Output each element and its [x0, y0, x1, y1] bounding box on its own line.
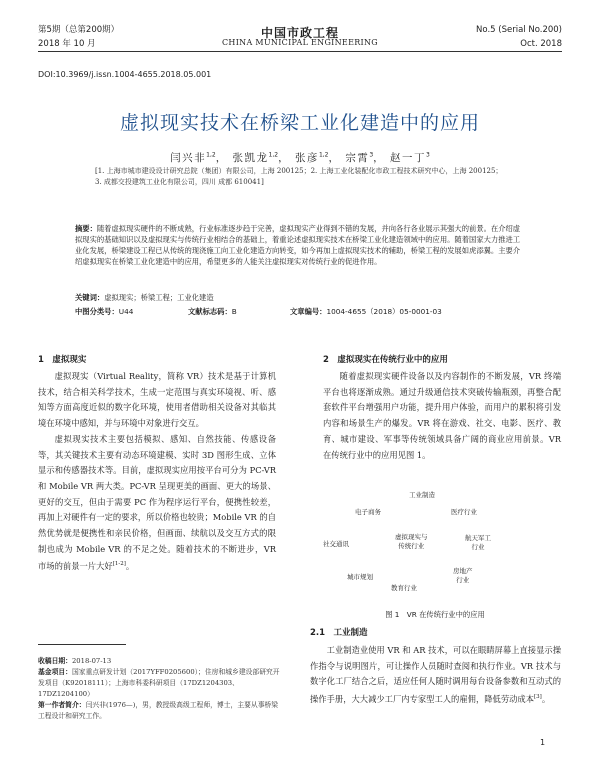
issue-en: No.5 (Serial No.200) — [476, 25, 562, 35]
right-column-bottom — [310, 626, 561, 708]
abstract-label: 摘要： — [75, 224, 97, 233]
node-industry: 工业制造 — [409, 491, 435, 499]
node-ecommerce: 电子商务 — [355, 508, 381, 516]
affiliations: [1. 上海市城市建设设计研究总院（集团）有限公司，上海 200125；2. 上海工业化装配化市政工程技术研究中心，上海 200125；3. 成都交投建筑工业化有限公司，四川 成都 610041] — [95, 167, 503, 186]
author-name: 宗霄 — [345, 152, 370, 164]
section-1-heading: 1 虚拟现实 — [38, 355, 87, 365]
node-social: 社交通讯 — [323, 540, 349, 548]
clc-value: U44 — [118, 307, 134, 316]
doi: DOI:10.3969/j.issn.1004-4655.2018.05.001 — [38, 70, 212, 79]
footnotes — [38, 656, 283, 722]
journal-name-en: CHINA MUNICIPAL ENGINEERING — [222, 38, 378, 47]
section-2-heading: 2 虚拟现实在传统行业中的应用 — [323, 355, 448, 365]
keywords-text: 虚拟现实；桥梁工程；工业化建造 — [104, 293, 214, 302]
author-name: 张凯龙 — [232, 152, 269, 164]
author-sup: 3 — [369, 151, 374, 159]
journal-name-cn: 中国市政工程 — [260, 26, 339, 40]
section-2-paragraph-1: 随着虚拟现实硬件设备以及内容制作的不断发展，VR 终端平台也将逐渐成熟。通过升级通信技术突破传输瓶颈，再整合配套软件平台增强用户功能，提升用户体验，而用户的累积将引发内容和场景生产的爆发。VR 将在游戏、社交、电影、医疗、教育、城市建设、军事等传统领域具备广阔的商业应用前景。VR 在传统行业中的应用见图 1。 — [323, 371, 561, 460]
article-value: 1004-4655（2018）05-0001-03 — [326, 307, 442, 316]
doc-label: 文献标志码： — [188, 307, 232, 316]
node-military: 航天军工 行业 — [465, 534, 491, 551]
date-cn: 2018 年 10 月 — [38, 39, 96, 49]
author-sup: 1,2 — [318, 151, 329, 159]
author-name: 张彦 — [294, 152, 319, 164]
node-center: 虚拟现实与 传统行业 — [395, 533, 428, 550]
date-en: Oct. 2018 — [520, 39, 562, 49]
node-realestate: 房地产 行业 — [453, 567, 473, 584]
article-label: 文章编号： — [290, 307, 327, 316]
abstract-text: 随着虚拟现实硬件的不断成熟，行业标准逐步趋于完善，虚拟现实产业得到不错的发展，并向各行各业展示其强大的前景。在介绍虚拟现实的基础知识以及虚拟现实与传统行业相结合的基础上，着重论述虚拟现实技术在桥梁工业化建造领域中的应用。随着国家大力推进工业化发展，桥梁建设工程已从传统的现浇施工向工业化建造方向转变，如今再加上虚拟现实技术的辅助，桥梁工程的发展如虎添翼。主要介绍虚拟现实在桥梁工业化建造中的应用，希望更多的人能关注虚拟现实对传统行业的促进作用。 — [75, 224, 521, 266]
left-column — [38, 353, 276, 575]
author-name: 闫兴非 — [170, 152, 207, 164]
author-sup: 1,2 — [268, 151, 279, 159]
header-rule — [38, 51, 562, 52]
figure-1-caption: 图 1 VR 在传统行业中的应用 — [385, 610, 485, 619]
author-sup: 3 — [426, 151, 430, 159]
node-education: 教育行业 — [391, 584, 417, 592]
section-1-paragraph-2: 虚拟现实技术主要包括模拟、感知、自然技能、传感设备等，其关键技术主要有动态环境建模、实时 3D 图形生成、立体显示和传感器技术等。目前，虚拟现实应用按平台可分为 PC-VR 和 Mobile VR 两大类。PC-VR 呈现更美的画面、更大的场景、更好的交互，但由于需要 PC 作为程序运行平台，便携性较差，再加上对硬件有一定的要求，所以价格也较贵；Mobile VR 的自然优势就是便携性和亲民价格，但画面、续航以及交互方式的限制也成为 Mobile VR 的不足之处。随着技术的不断进步，VR 市场的前景一片大好[1-2]。 — [38, 433, 276, 572]
issue-cn: 第5期（总第200期） — [38, 25, 120, 35]
right-column-top — [323, 353, 561, 463]
received-date: 收稿日期：2018-07-13 — [38, 657, 112, 665]
article-number — [290, 307, 442, 317]
keywords-label: 关键词： — [75, 293, 105, 302]
article-title: 虚拟现实技术在桥梁工业化建造中的应用 — [119, 112, 480, 134]
citation: [3] — [534, 694, 542, 701]
author-name: 赵一丁 — [390, 152, 426, 164]
footnote-rule — [38, 644, 126, 645]
citation: [1-2] — [112, 561, 126, 568]
node-medical: 医疗行业 — [451, 508, 477, 516]
author-bio: 第一作者简介：闫兴非(1976—)，男，教授级高级工程师，博士，主要从事桥梁工程设计和研究工作。 — [38, 701, 279, 720]
author-list: 闫兴非$^{1,2}$， 张凯龙$^{1,2}$， 张彦$^{1,2}$， 宗霄$^3$， 赵一丁$^3$ — [170, 151, 430, 164]
clc-number — [75, 307, 133, 317]
figure-1 — [323, 487, 561, 605]
node-urban: 城市规划 — [347, 573, 373, 581]
author-sup: 1,2 — [206, 151, 216, 159]
page-number: 1 — [540, 738, 546, 747]
doc-value: B — [231, 307, 237, 316]
clc-label: 中图分类号： — [75, 307, 119, 316]
section-2-1-paragraph-1: 工业制造业使用 VR 和 AR 技术，可以在眼睛屏幕上直接显示操作指令与说明图片，可让操作人员随时查阅和执行作业。VR 技术与数字化工厂结合之后，适应任何人随时调用每台设备参数和互动式的操作手册，大大减少工厂内专家型工人的雇佣，降低劳动成本[3]。 — [310, 645, 561, 704]
document-code — [188, 307, 237, 317]
section-1-paragraph-1: 虚拟现实（Virtual Reality，简称 VR）技术是基于计算机技术，结合相关科学技术，生成一定范围与真实环境视、听、感知等方面高度近似的数字化环境，使用者借助相关设备对其临其境在环境中感知，并与环境中对象进行交互。 — [38, 371, 276, 429]
abstract — [75, 223, 525, 267]
fund-info: 基金项目：国家重点研发计划（2017YFF0205600）；住房和城乡建设部研究开发项目（K92018111）；上海市科委科研项目（17DZ1204303、17DZ1204100） — [38, 668, 280, 698]
keywords — [75, 293, 525, 303]
section-2-1-heading: 2.1 工业制造 — [310, 628, 368, 638]
